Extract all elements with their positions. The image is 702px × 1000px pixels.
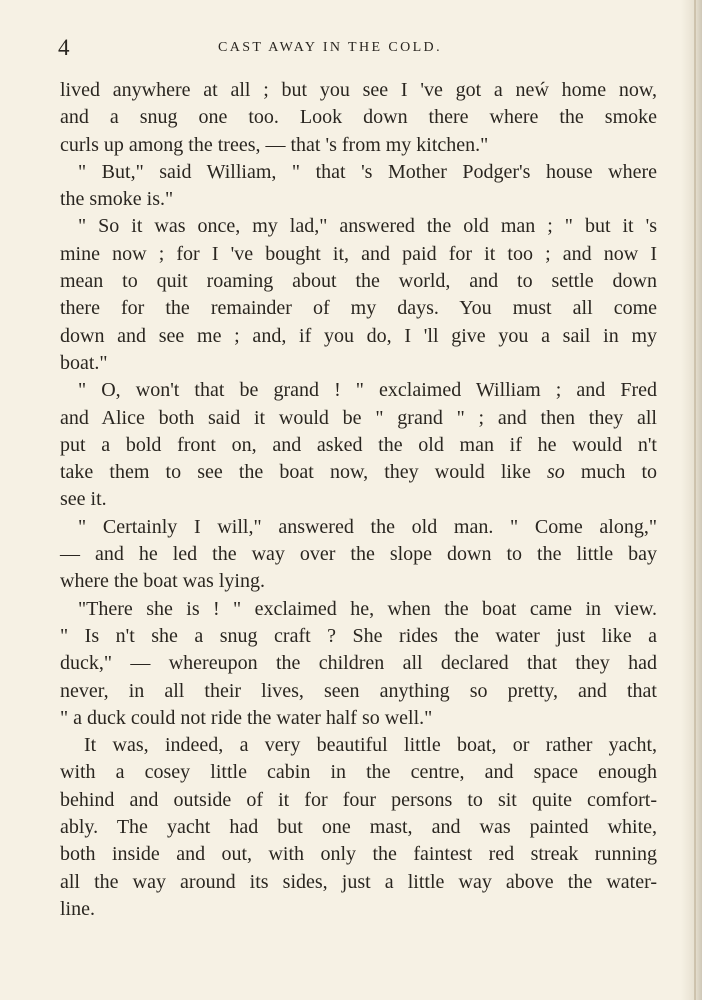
text-line: " So it was once, my lad," answered the old man ; " but it 's — [78, 215, 657, 238]
text-line: "There she is ! " exclaimed he, when the boat came in view. — [78, 597, 657, 620]
text-line: It was, indeed, a very beautiful little boat, or rather yacht, — [84, 734, 657, 757]
text-line-italic — [60, 459, 657, 486]
text-line: boat." — [60, 351, 108, 374]
text-line: there for the remainder of my days. You must all come — [60, 297, 657, 320]
body-text — [60, 77, 657, 923]
text-line: and Alice both said it would be " grand " ; and then they all — [60, 406, 657, 429]
text-line: mean to quit roaming about the world, and to settle down — [60, 270, 657, 293]
italic-word: so — [546, 461, 565, 484]
text-line: " But," said William, " that 's Mother Podger's house where — [78, 160, 657, 183]
text-line: the smoke is." — [60, 188, 174, 211]
text-line: — and he led the way over the slope down to the little bay — [60, 543, 657, 566]
text-line: with a cosey little cabin in the centre, and space enough — [60, 761, 657, 784]
text-span: take them to see the boat now, they would like — [60, 461, 531, 484]
text-line: lived anywhere at all ; but you see I 've got a neẃ home now, — [60, 79, 657, 101]
text-line: where the boat was lying. — [60, 570, 265, 593]
running-title: CAST AWAY IN THE COLD. — [218, 40, 442, 55]
text-line: see it. — [60, 488, 107, 511]
text-line: put a bold front on, and asked the old man if he would n't — [60, 433, 657, 456]
text-line: all the way around its sides, just a little way above the water- — [60, 870, 657, 893]
text-line: " a duck could not ride the water half so well." — [60, 706, 433, 729]
text-line: both inside and out, with only the faintest red streak running — [60, 843, 657, 866]
text-line: " Is n't she a snug craft ? She rides the water just like a — [60, 624, 657, 647]
text-line: down and see me ; and, if you do, I 'll give you a sail in my — [60, 324, 657, 347]
text-line: " O, won't that be grand ! " exclaimed William ; and Fred — [78, 379, 657, 402]
text-line: never, in all their lives, seen anything so pretty, and that — [60, 679, 657, 702]
text-line: duck," — whereupon the children all declared that they had — [60, 652, 657, 675]
text-line: and a snug one too. Look down there where the smoke — [60, 106, 657, 129]
text-line: ably. The yacht had but one mast, and was painted white, — [60, 816, 657, 839]
text-span: much to — [580, 461, 658, 484]
text-line: behind and outside of it for four persons to sit quite comfort- — [60, 788, 657, 811]
text-line: line. — [60, 897, 95, 920]
text-line: mine now ; for I 've bought it, and paid for it too ; and now I — [60, 242, 657, 265]
text-line: curls up among the trees, — that 's from my kitchen." — [60, 133, 489, 156]
text-line: " Certainly I will," answered the old man. " Come along," — [78, 515, 657, 538]
page-number: 4 — [58, 35, 70, 60]
page-edge — [694, 0, 696, 1000]
